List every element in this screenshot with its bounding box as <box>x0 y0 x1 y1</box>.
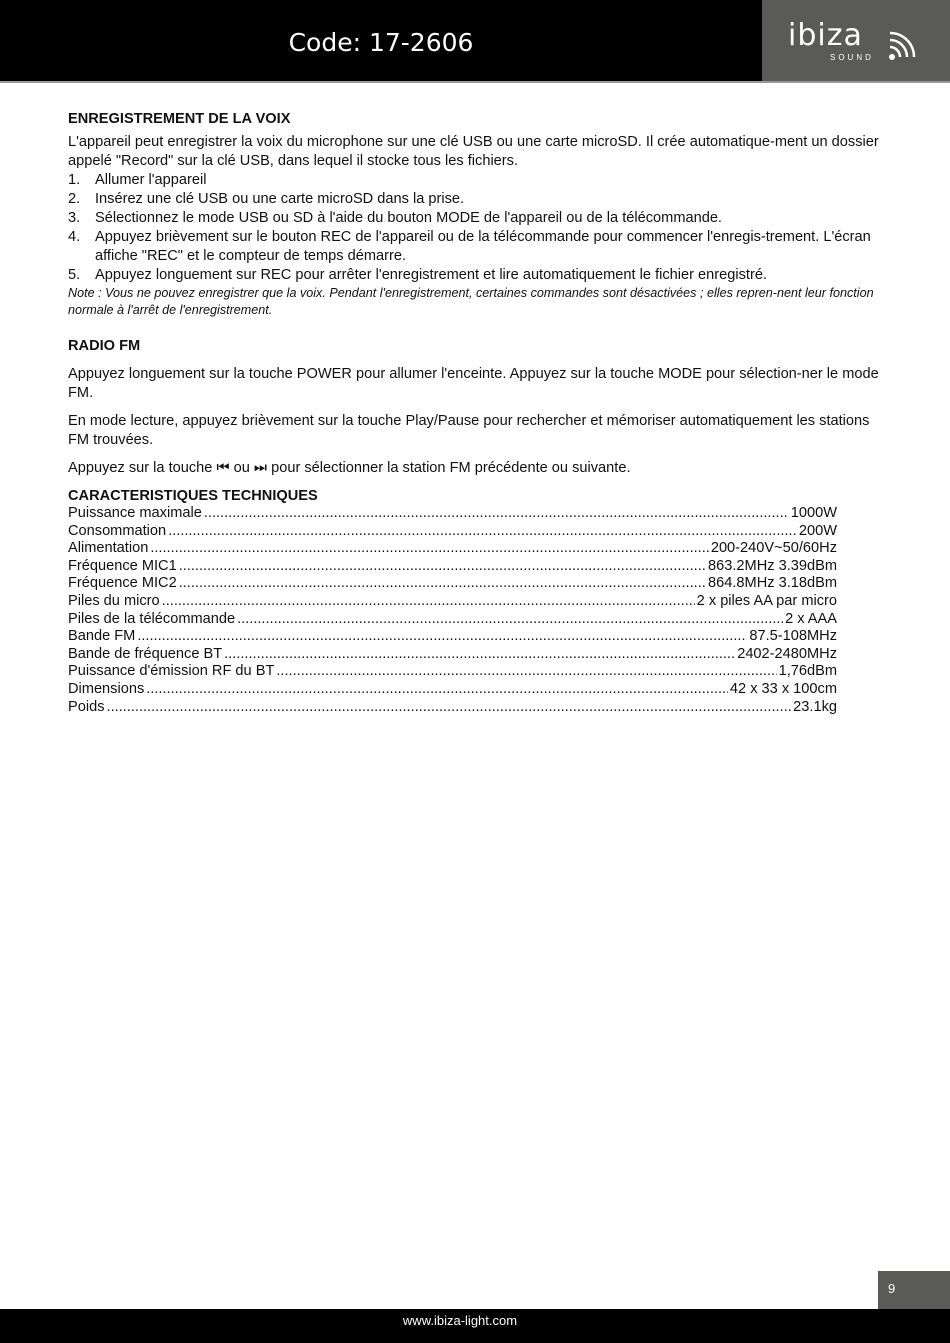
spec-label: Fréquence MIC2 <box>68 575 177 592</box>
recording-title: ENREGISTREMENT DE LA VOIX <box>68 111 291 127</box>
step-item <box>68 209 880 228</box>
spec-row <box>68 646 837 664</box>
step-number: 2. <box>68 191 81 207</box>
step-text: Appuyez longuement sur REC pour arrêter l'enregistrement et lire automatiquement le fichier enregistré. <box>95 267 767 283</box>
spec-row <box>68 593 837 611</box>
ibiza-logo <box>762 0 950 81</box>
spec-row <box>68 663 837 681</box>
spec-value: 1000W <box>790 505 837 521</box>
radio-paragraph-2: En mode lecture, appuyez brièvement sur la touche Play/Pause pour rechercher et mémoriser automatiquement les stations FM trouvées. <box>68 413 870 448</box>
leader-dots <box>179 558 706 576</box>
step-item <box>68 228 880 266</box>
page-footer <box>0 1309 950 1343</box>
spec-value: 1,76dBm <box>778 663 837 680</box>
spec-value: 200W <box>798 522 837 539</box>
spec-value: 864.8MHz 3.18dBm <box>708 575 837 592</box>
spec-value: 87.5-108MHz <box>749 628 837 645</box>
spec-label: Poids <box>68 698 105 715</box>
leader-dots <box>150 540 709 558</box>
spec-value: 200-240V~50/60Hz <box>710 540 837 557</box>
step-number: 3. <box>68 210 81 226</box>
spec-label: Puissance d'émission RF du BT <box>68 663 275 680</box>
leader-dots <box>276 663 776 681</box>
spec-label: Alimentation <box>68 540 149 557</box>
radio-paragraph-3: Appuyez sur la touche ⏮ ou ⏭ pour sélectionner la station FM précédente ou suivante. <box>68 460 631 476</box>
step-item <box>68 266 880 285</box>
step-text: Insérez une clé USB ou une carte microSD dans la prise. <box>95 191 465 207</box>
spec-value: 42 x 33 x 100cm <box>729 680 837 697</box>
leader-dots <box>162 593 695 611</box>
spec-value: 2 x piles AA par micro <box>696 592 837 609</box>
spec-label: Dimensions <box>68 680 145 697</box>
specs-list <box>68 505 837 716</box>
logo-sub: SOUND <box>830 53 874 62</box>
step-text: Allumer l'appareil <box>95 172 207 188</box>
spec-row <box>68 523 837 541</box>
leader-dots <box>137 628 747 646</box>
leader-dots <box>224 646 735 664</box>
page-number: 9 <box>888 1281 896 1296</box>
step-number: 1. <box>68 172 81 188</box>
spec-row <box>68 699 837 717</box>
leader-dots <box>204 505 789 523</box>
logo-brand: ibiza <box>788 18 863 53</box>
spec-row <box>68 611 837 629</box>
spec-row <box>68 681 837 699</box>
spec-value: 2402-2480MHz <box>737 645 837 662</box>
recording-steps <box>68 171 880 285</box>
spec-value: 863.2MHz 3.39dBm <box>708 557 837 574</box>
step-item <box>68 171 880 190</box>
spec-value: 2 x AAA <box>785 610 837 627</box>
spec-label: Bande de fréquence BT <box>68 645 223 662</box>
spec-label: Bande FM <box>68 628 136 645</box>
spec-label: Piles du micro <box>68 592 160 609</box>
specs-title: CARACTERISTIQUES TECHNIQUES <box>68 488 318 504</box>
spec-label: Piles de la télécommande <box>68 610 236 627</box>
recording-note: Note : Vous ne pouvez enregistrer que la voix. Pendant l'enregistrement, certaines commandes sont désactivées ; elles repren-nent leur fonction normale à l'arrêt de l'enregistrement. <box>68 286 874 317</box>
product-code: Code: 17-2606 <box>288 28 474 57</box>
leader-dots <box>237 611 783 629</box>
spec-row <box>68 558 837 576</box>
spec-value: 23.1kg <box>793 698 837 715</box>
leader-dots <box>179 575 706 593</box>
page-header <box>0 0 950 81</box>
spec-row <box>68 540 837 558</box>
spec-row <box>68 505 837 523</box>
spec-label: Puissance maximale <box>68 505 202 521</box>
spec-row <box>68 628 837 646</box>
leader-dots <box>168 523 797 541</box>
step-number: 4. <box>68 229 81 245</box>
step-text: Appuyez brièvement sur le bouton REC de l'appareil ou de la télécommande pour commencer l'enregis-trement. L'écran affiche "REC" et le compteur de temps démarre. <box>95 229 871 264</box>
leader-dots <box>107 699 792 717</box>
sound-waves-icon <box>888 30 924 62</box>
leader-dots <box>146 681 728 699</box>
header-divider <box>0 81 950 83</box>
spec-row <box>68 575 837 593</box>
spec-label: Fréquence MIC1 <box>68 557 177 574</box>
spec-label: Consommation <box>68 522 167 539</box>
radio-title: RADIO FM <box>68 338 141 354</box>
step-number: 5. <box>68 267 81 283</box>
step-text: Sélectionnez le mode USB ou SD à l'aide du bouton MODE de l'appareil ou de la télécommande. <box>95 210 722 226</box>
page-content <box>68 110 880 716</box>
radio-paragraph-1: Appuyez longuement sur la touche POWER pour allumer l'enceinte. Appuyez sur la touche MODE pour sélection-ner le mode FM. <box>68 366 879 401</box>
footer-url: www.ibiza-light.com <box>402 1313 518 1328</box>
step-item <box>68 190 880 209</box>
recording-intro: L'appareil peut enregistrer la voix du microphone sur une clé USB ou une carte microSD. Il crée automatique-ment un dossier appelé "Record" sur la clé USB, dans lequel il stocke tous les fichiers. <box>68 134 879 169</box>
